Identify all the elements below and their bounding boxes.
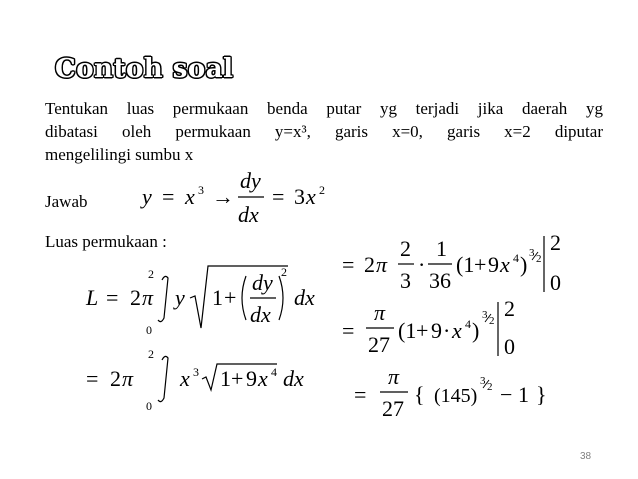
svg-text:π: π <box>122 366 134 391</box>
svg-text:−: − <box>500 382 513 407</box>
svg-text:2: 2 <box>536 253 542 265</box>
svg-text:1: 1 <box>212 285 223 310</box>
svg-text:27: 27 <box>368 332 390 357</box>
svg-text:3: 3 <box>482 309 488 321</box>
svg-text:=: = <box>354 382 367 407</box>
svg-text:2: 2 <box>489 315 495 327</box>
svg-text:): ) <box>472 318 480 343</box>
simplified-evaluation <box>336 298 556 360</box>
svg-text:dy: dy <box>240 168 261 193</box>
svg-text:0: 0 <box>146 323 152 337</box>
jawab-label: Jawab <box>45 192 88 211</box>
svg-text:y: y <box>142 184 152 209</box>
surface-area-integral <box>80 258 350 340</box>
svg-text:·: · <box>418 252 426 277</box>
svg-text:π: π <box>374 300 386 325</box>
page-number: 38 <box>580 451 592 462</box>
svg-text:2: 2 <box>130 285 141 310</box>
svg-text:2: 2 <box>487 381 493 393</box>
svg-text:1: 1 <box>436 236 447 261</box>
derivative-equation <box>140 166 330 230</box>
svg-text:2: 2 <box>319 183 325 197</box>
svg-text:=: = <box>272 184 285 209</box>
svg-text:·: · <box>443 318 451 343</box>
svg-text:dx: dx <box>294 285 315 310</box>
svg-text:1: 1 <box>518 382 529 407</box>
svg-text:+: + <box>416 318 429 343</box>
svg-text:π: π <box>142 285 154 310</box>
svg-text:(1: (1 <box>398 318 417 343</box>
svg-text:3: 3 <box>294 184 305 209</box>
problem-line-2: dibatasi oleh permukaan y=x³, garis x=0, garis x=2 diputar <box>45 122 603 141</box>
svg-text:x: x <box>185 184 195 209</box>
svg-text:+: + <box>231 366 244 391</box>
antiderivative-evaluation <box>336 230 576 298</box>
svg-text:}: } <box>536 382 547 407</box>
svg-text:=: = <box>106 285 119 310</box>
svg-text:2: 2 <box>148 347 154 361</box>
svg-text:2: 2 <box>550 230 561 255</box>
svg-text:3: 3 <box>193 365 199 379</box>
svg-text:3: 3 <box>198 183 204 197</box>
svg-text:4: 4 <box>465 317 471 331</box>
svg-text:9: 9 <box>431 318 442 343</box>
svg-text:(145): (145) <box>434 385 478 407</box>
svg-text:→: → <box>212 184 234 209</box>
svg-text:π: π <box>376 252 388 277</box>
svg-text:0: 0 <box>550 270 561 295</box>
svg-text:x: x <box>500 252 510 277</box>
problem-statement <box>45 97 603 166</box>
svg-text:2: 2 <box>110 366 121 391</box>
svg-text:0: 0 <box>146 399 152 413</box>
final-result <box>336 362 566 424</box>
substituted-integral <box>80 346 330 414</box>
svg-text:x: x <box>452 318 462 343</box>
svg-text:=: = <box>342 318 355 343</box>
svg-text:{: { <box>414 382 425 407</box>
svg-text:dx: dx <box>250 302 271 327</box>
svg-text:3: 3 <box>480 375 486 387</box>
svg-text:=: = <box>162 184 175 209</box>
svg-text:9: 9 <box>246 366 257 391</box>
svg-text:y: y <box>175 285 185 310</box>
problem-line-1: Tentukan luas permukaan benda putar yg terjadi jika daerah yg <box>45 99 603 118</box>
problem-line-3: mengelilingi sumbu x <box>45 145 194 164</box>
svg-text:2: 2 <box>504 298 515 321</box>
svg-text:π: π <box>388 364 400 389</box>
svg-text:1: 1 <box>220 366 231 391</box>
svg-text:=: = <box>342 252 355 277</box>
svg-text:dx: dx <box>283 366 304 391</box>
svg-text:36: 36 <box>429 268 451 293</box>
svg-text:x: x <box>258 366 268 391</box>
svg-text:27: 27 <box>382 396 404 421</box>
svg-text:4: 4 <box>513 251 519 265</box>
svg-text:3: 3 <box>400 268 411 293</box>
svg-text:2: 2 <box>400 236 411 261</box>
svg-text:dx: dx <box>238 202 259 227</box>
svg-text:=: = <box>86 366 99 391</box>
svg-text:x: x <box>180 366 190 391</box>
svg-text:+: + <box>224 285 237 310</box>
svg-text:(1: (1 <box>456 252 475 277</box>
svg-text:+: + <box>474 252 487 277</box>
slide-title: Contoh soal <box>55 54 234 84</box>
svg-text:2: 2 <box>281 265 287 279</box>
luas-permukaan-label: Luas permukaan : <box>45 232 167 251</box>
svg-text:0: 0 <box>504 334 515 359</box>
svg-text:dy: dy <box>252 270 273 295</box>
svg-text:): ) <box>520 252 528 277</box>
svg-text:4: 4 <box>271 365 277 379</box>
svg-text:x: x <box>306 184 316 209</box>
svg-text:9: 9 <box>488 252 499 277</box>
svg-text:L: L <box>86 285 99 310</box>
svg-text:3: 3 <box>529 247 535 259</box>
svg-text:2: 2 <box>148 267 154 281</box>
svg-text:2: 2 <box>364 252 375 277</box>
